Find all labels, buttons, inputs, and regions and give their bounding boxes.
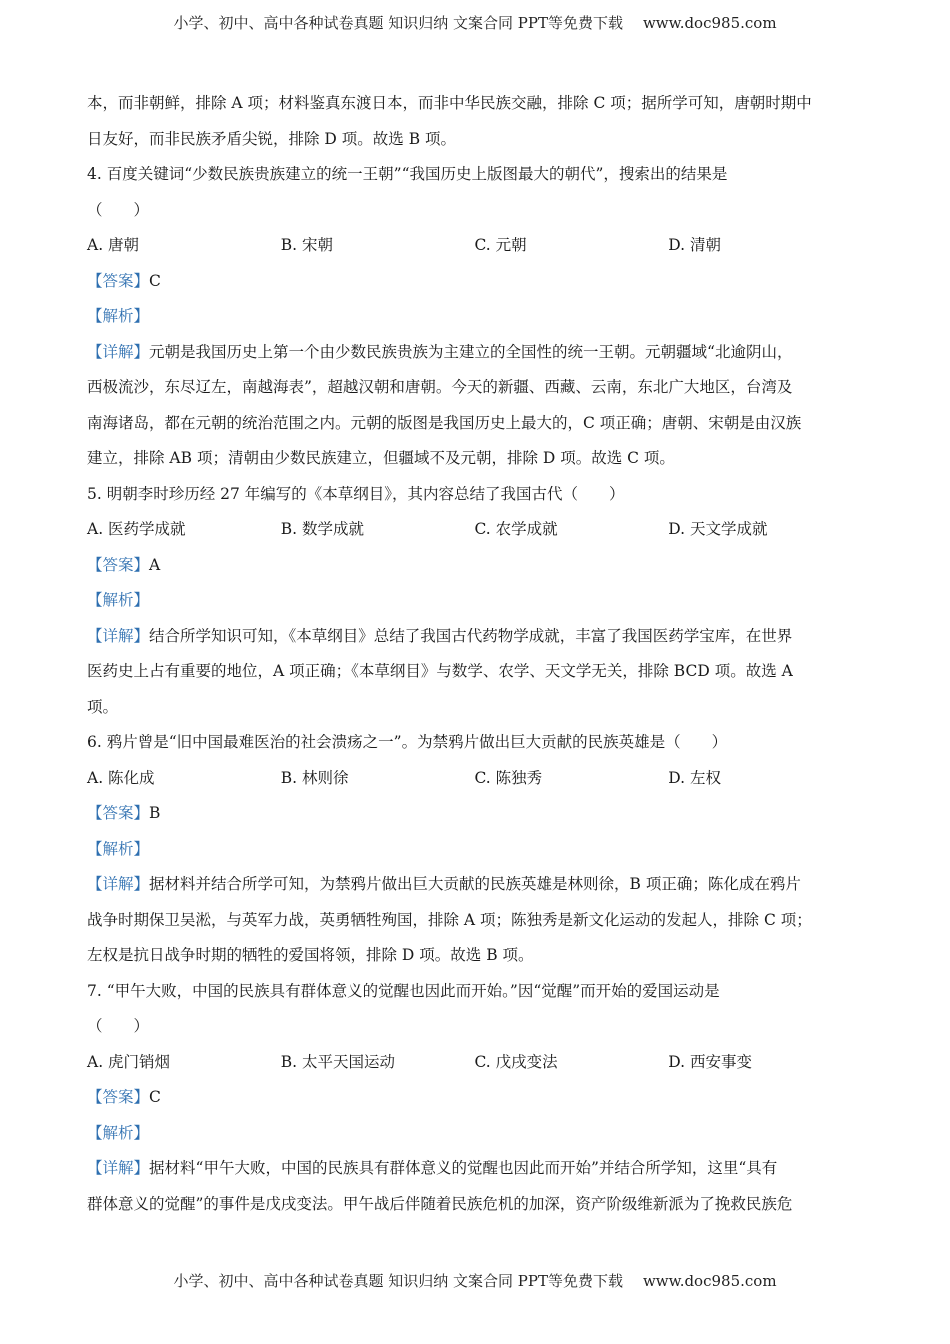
answer-label: 【答案】 [87,1088,150,1106]
analysis-label: 【解析】 [87,591,150,609]
detail-label: 【详解】 [87,626,150,645]
q4-answer-value: C [149,271,161,290]
answer-label: 【答案】 [87,271,150,290]
q7-option-b: B. 太平天国运动 [280,1052,395,1071]
q5-option-b: B. 数学成就 [280,520,364,538]
q6-detail-line: 【详解】据材料并结合所学可知，为禁鸦片做出巨大贡献的民族英雄是林则徐，B 项正确；陈化成在鸦片 [87,875,801,893]
q5-detail-line: 【详解】结合所学知识可知，《本草纲目》总结了我国古代药物学成就，丰富了我国医药学宝库，在世界 [87,626,793,645]
q5-option-a: A. 医药学成就 [87,520,186,538]
q5-options [87,512,862,548]
detail-label: 【详解】 [87,875,150,893]
q5-detail-line: 医药史上占有重要的地位，A 项正确；《本草纲目》与数学、农学、天文学无关，排除 BCD 项。故选 A [87,662,793,680]
header-site[interactable]: www.doc985.com [642,14,777,32]
prev-detail-line: 日友好，而非民族矛盾尖锐，排除 D 项。故选 B 项。 [87,129,457,148]
q7-detail-line: 【详解】据材料“甲午大败，中国的民族具有群体意义的觉醒也因此而开始”并结合所学知，这里“具有 [87,1159,778,1177]
q4-detail-line: 建立，排除 AB 项；清朝由少数民族建立，但疆域不及元朝，排除 D 项。故选 C 项。 [87,449,675,467]
prev-detail-line: 本，而非朝鲜，排除 A 项；材料鉴真东渡日本，而非中华民族交融，排除 C 项；据所学可知，唐朝时期中 [87,94,812,112]
q6-option-a: A. 陈化成 [87,768,155,787]
analysis-label: 【解析】 [87,307,150,325]
q6-option-c: C. 陈独秀 [474,768,543,787]
page-header [0,12,950,33]
q7-option-c: C. 戊戌变法 [474,1052,558,1071]
q6-option-d: D. 左权 [668,768,721,787]
q6-stem: 6. 鸦片曾是“旧中国最难医治的社会溃疡之一”。为禁鸦片做出巨大贡献的民族英雄是（ ） [87,733,728,751]
q4-stem: 4. 百度关键词“少数民族贵族建立的统一王朝”“我国历史上版图最大的朝代”，搜索出的结果是 [87,165,728,183]
q4-detail-line: 【详解】元朝是我国历史上第一个由少数民族贵族为主建立的全国性的统一王朝。元朝疆域“北逾阴山， [87,342,793,361]
q6-detail-line: 战争时期保卫吴淞，与英军力战，英勇牺牲殉国，排除 A 项；陈独秀是新文化运动的发起人，排除 C 项； [87,910,812,929]
q6-answer-value: B [149,804,161,822]
q4-detail-line: 南海诸岛，都在元朝的统治范围之内。元朝的版图是我国历史上最大的，C 项正确；唐朝、宋朝是由汉族 [87,413,802,432]
detail-label: 【详解】 [87,1159,150,1177]
q7-analysis [87,1116,862,1152]
q5-analysis [87,583,862,619]
q6-detail-line: 左权是抗日战争时期的牺牲的爱国将领，排除 D 项。故选 B 项。 [87,946,534,964]
q6-answer [87,796,862,832]
q5-answer [87,548,862,584]
q4-answer [87,264,862,300]
q7-answer-value: C [149,1088,161,1106]
analysis-label: 【解析】 [87,1123,150,1142]
q7-answer [87,1080,862,1116]
q4-option-d: D. 清朝 [668,236,721,254]
q4-analysis [87,299,862,335]
footer-text: 小学、初中、高中各种试卷真题 知识归纳 文案合同 PPT等免费下载 [173,1272,623,1290]
q7-stem: 7. “甲午大败，中国的民族具有群体意义的觉醒也因此而开始。”因“觉醒”而开始的爱国运动是 [87,981,720,1000]
answer-label: 【答案】 [87,804,150,822]
q4-option-c: C. 元朝 [474,236,527,254]
q4-detail-line: 西极流沙，东尽辽左，南越海表”，超越汉朝和唐朝。今天的新疆、西藏、云南，东北广大地区，台湾及 [87,378,793,396]
analysis-label: 【解析】 [87,839,150,858]
q4-option-b: B. 宋朝 [280,236,333,254]
document-body [87,86,862,1222]
answer-label: 【答案】 [87,555,150,574]
q7-stem-blank: （ ） [87,1017,150,1035]
detail-label: 【详解】 [87,342,150,361]
footer-site[interactable]: www.doc985.com [642,1272,777,1290]
q4-option-a: A. 唐朝 [87,236,140,254]
q4-options [87,228,862,264]
q5-stem: 5. 明朝李时珍历经 27 年编写的《本草纲目》，其内容总结了我国古代（ ） [87,484,625,503]
q7-option-a: A. 虎门销烟 [87,1052,171,1071]
page-footer [0,1270,950,1291]
q6-analysis [87,832,862,868]
q7-options [87,1045,862,1081]
header-text: 小学、初中、高中各种试卷真题 知识归纳 文案合同 PPT等免费下载 [173,14,623,32]
q6-options [87,761,862,797]
q4-stem-blank: （ ） [87,200,150,219]
q5-answer-value: A [149,555,161,574]
q5-option-c: C. 农学成就 [474,520,558,538]
q7-detail-line: 群体意义的觉醒”的事件是戊戌变法。甲午战后伴随着民族危机的加深，资产阶级维新派为了挽救民族危 [87,1194,793,1213]
q7-option-d: D. 西安事变 [668,1052,752,1071]
q6-option-b: B. 林则徐 [280,768,349,787]
q5-option-d: D. 天文学成就 [668,520,768,538]
q5-detail-line: 项。 [87,697,119,716]
